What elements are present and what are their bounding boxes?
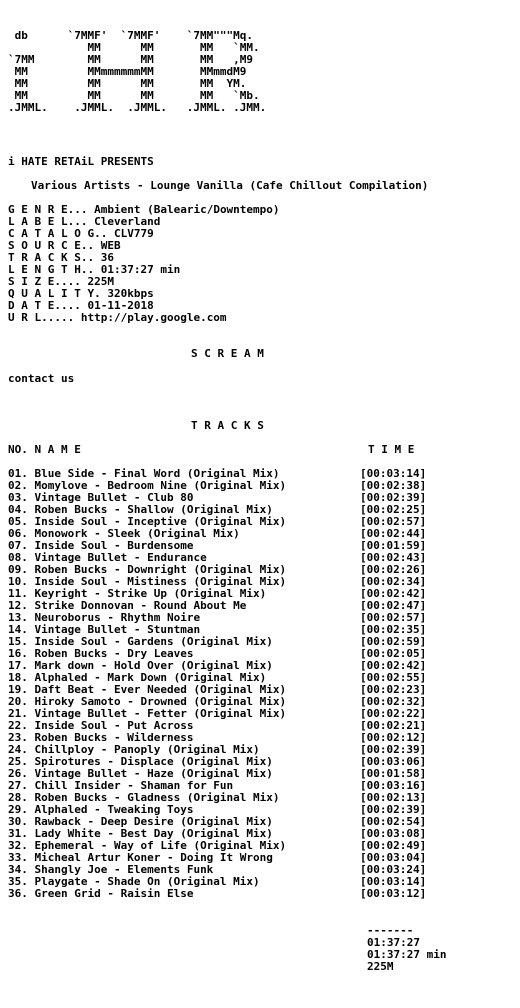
track-number: 26. [8,767,28,780]
track-number: 20. [8,695,28,708]
contact-us-link[interactable]: contact us [8,372,75,385]
header-time: T I M E [368,443,415,456]
info-value: 225M [87,275,114,288]
track-number: 19. [8,683,28,696]
track-time: [00:03:06] [360,755,427,768]
track-title: Vintage Bullet - Endurance [34,551,207,564]
info-row [8,312,280,324]
track-title: Green Grid - Raisin Else [34,887,194,900]
track-title: Momylove - Bedroom Nine (Original Mix) [34,479,287,492]
track-time: [00:02:57] [360,515,427,528]
track-time: [00:02:35] [360,623,427,636]
release-info [8,204,280,324]
track-number: 08. [8,551,28,564]
track-time: [00:02:39] [360,743,427,756]
track-title: Roben Bucks - Dry Leaves [34,647,194,660]
totals-block [367,925,446,973]
track-time: [00:02:43] [360,551,427,564]
track-number: 36. [8,887,28,900]
track-title: Playgate - Shade On (Original Mix) [34,875,260,888]
info-label: T R A C K S.. [8,251,95,264]
track-time: [00:03:14] [360,875,427,888]
track-title: Roben Bucks - Wilderness [34,731,194,744]
track-time: [00:02:12] [360,731,427,744]
track-time: [00:02:13] [360,791,427,804]
info-label: D A T E.... [8,299,81,312]
track-time: [00:02:26] [360,563,427,576]
info-value: CLV779 [113,227,154,240]
track-number: 24. [8,743,28,756]
track-number: 11. [8,587,28,600]
track-time: [00:02:49] [360,839,427,852]
track-number: 02. [8,479,28,492]
track-title: Vintage Bullet - Club 80 [34,491,194,504]
track-time: [00:03:04] [360,851,427,864]
track-time: [00:02:39] [360,491,427,504]
track-title: Chillploy - Panoply (Original Mix) [34,743,260,756]
info-value: http://play.google.com [80,311,227,324]
info-value: Ambient (Balearic/Downtempo) [94,203,280,216]
track-time: [00:02:59] [360,635,427,648]
track-time: [00:01:58] [360,767,427,780]
track-time: [00:02:54] [360,815,427,828]
track-time: [00:02:39] [360,803,427,816]
track-number: 18. [8,671,28,684]
track-number: 33. [8,851,28,864]
info-label: C A T A L O G.. [8,227,108,240]
info-label: S O U R C E.. [8,239,95,252]
track-time: [00:02:23] [360,683,427,696]
track-time: [00:03:08] [360,827,427,840]
total-time: 01:37:27 [367,936,420,949]
track-number: 16. [8,647,28,660]
track-number: 10. [8,575,28,588]
track-title: Chill Insider - Shaman for Fun [34,779,234,792]
track-number: 28. [8,791,28,804]
info-label: S I Z E.... [8,275,81,288]
info-label: L E N G T H.. [8,263,95,276]
track-title: Vintage Bullet - Haze (Original Mix) [34,767,273,780]
track-title: Lady White - Best Day (Original Mix) [34,827,273,840]
track-time: [00:03:16] [360,779,427,792]
info-label: L A B E L... [8,215,88,228]
track-title: Blue Side - Final Word (Original Mix) [34,467,280,480]
track-title: Inside Soul - Inceptive (Original Mix) [34,515,287,528]
track-time: [00:03:24] [360,863,427,876]
track-time: [00:03:12] [360,887,427,900]
track-time: [00:02:25] [360,503,427,516]
track-time: [00:02:57] [360,611,427,624]
contact-section [8,373,74,385]
header-no: NO. [8,443,28,456]
track-number: 12. [8,599,28,612]
track-title: Rawback - Deep Desire (Original Mix) [34,815,273,828]
track-number: 06. [8,527,28,540]
track-title: Inside Soul - Gardens (Original Mix) [34,635,273,648]
info-value: 320kbps [107,287,154,300]
track-time: [00:01:59] [360,539,427,552]
track-title: Ephemeral - Way of Life (Original Mix) [34,839,287,852]
track-number: 27. [8,779,28,792]
track-number: 23. [8,731,28,744]
track-title: Hiroky Samoto - Drowned (Original Mix) [34,695,287,708]
track-title: Alphaled - Tweaking Toys [34,803,194,816]
track-time: [00:02:22] [360,707,427,720]
track-number: 21. [8,707,28,720]
totals-separator: ------- [367,924,414,937]
track-title: Daft Beat - Ever Needed (Original Mix) [34,683,287,696]
track-title: Monowork - Sleek (Original Mix) [34,527,240,540]
info-value: 36 [100,251,114,264]
info-value: WEB [100,239,121,252]
track-time: [00:02:21] [360,719,427,732]
track-number: 25. [8,755,28,768]
header-name: N A M E [34,443,81,456]
track-title: Inside Soul - Put Across [34,719,194,732]
track-title: Roben Bucks - Downright (Original Mix) [34,563,287,576]
track-number: 07. [8,539,28,552]
presents-line: i HATE RETAiL PRESENTS [8,155,154,168]
track-title: Strike Donnovan - Round About Me [34,599,247,612]
track-title: Inside Soul - Mistiness (Original Mix) [34,575,287,588]
tracks-heading: T R A C K S [191,419,264,432]
total-size: 225M [367,960,394,973]
track-number: 17. [8,659,28,672]
track-number: 31. [8,827,28,840]
track-number: 29. [8,803,28,816]
info-label: U R L..... [8,311,75,324]
track-title: Roben Bucks - Gladness (Original Mix) [34,791,280,804]
track-title: Neuroborus - Rhythm Noire [34,611,201,624]
track-time: [00:02:44] [360,527,427,540]
track-number: 14. [8,623,28,636]
track-title: Inside Soul - Burdensome [34,539,194,552]
track-number: 15. [8,635,28,648]
ascii-art-logo: db `7MMF' `7MMF' `7MM"""Mq. MM MM MM `MM. `7MM MM MM MM ,M9 MM MMmmmmmmMM MMmmdM9 MM MM MM MM YM. MM MM MM MM `Mb. .JMML. .JMML. .JMML. .JMML. .JMM. [8,29,267,114]
track-number: 34. [8,863,28,876]
track-title: Vintage Bullet - Stuntman [34,623,201,636]
track-list [8,468,468,900]
track-number: 35. [8,875,28,888]
tracks-header [8,444,448,456]
info-label: G E N R E... [8,203,88,216]
track-number: 09. [8,563,28,576]
track-time: [00:02:47] [360,599,427,612]
track-title: Alphaled - Mark Down (Original Mix) [34,671,267,684]
track-number: 01. [8,467,28,480]
track-number: 04. [8,503,28,516]
track-time: [00:03:14] [360,467,427,480]
track-time: [00:02:38] [360,479,427,492]
track-number: 30. [8,815,28,828]
track-time: [00:02:55] [360,671,427,684]
track-title: Vintage Bullet - Fetter (Original Mix) [34,707,287,720]
total-time-min: 01:37:27 min [367,948,447,961]
track-title: Micheal Artur Koner - Doing It Wrong [34,851,273,864]
track-time: [00:02:34] [360,575,427,588]
info-value: Cleverland [94,215,161,228]
info-label: Q U A L I T Y. [8,287,101,300]
track-time: [00:02:05] [360,647,427,660]
track-number: 05. [8,515,28,528]
track-time: [00:02:32] [360,695,427,708]
track-title: Roben Bucks - Shallow (Original Mix) [34,503,273,516]
track-title: Shangly Joe - Elements Funk [34,863,214,876]
track-number: 13. [8,611,28,624]
track-title: Mark down - Hold Over (Original Mix) [34,659,273,672]
track-number: 22. [8,719,28,732]
track-number: 03. [8,491,28,504]
track-number: 32. [8,839,28,852]
scream-heading: S C R E A M [191,347,264,360]
info-value: 01:37:27 min [100,263,181,276]
album-title: Various Artists - Lounge Vanilla (Cafe Chillout Compilation) [31,179,429,192]
track-row [8,888,468,900]
info-value: 01-11-2018 [87,299,154,312]
track-time: [00:02:42] [360,659,427,672]
track-title: Spirotures - Displace (Original Mix) [34,755,273,768]
track-time: [00:02:42] [360,587,427,600]
track-title: Keyright - Strike Up (Original Mix) [34,587,267,600]
